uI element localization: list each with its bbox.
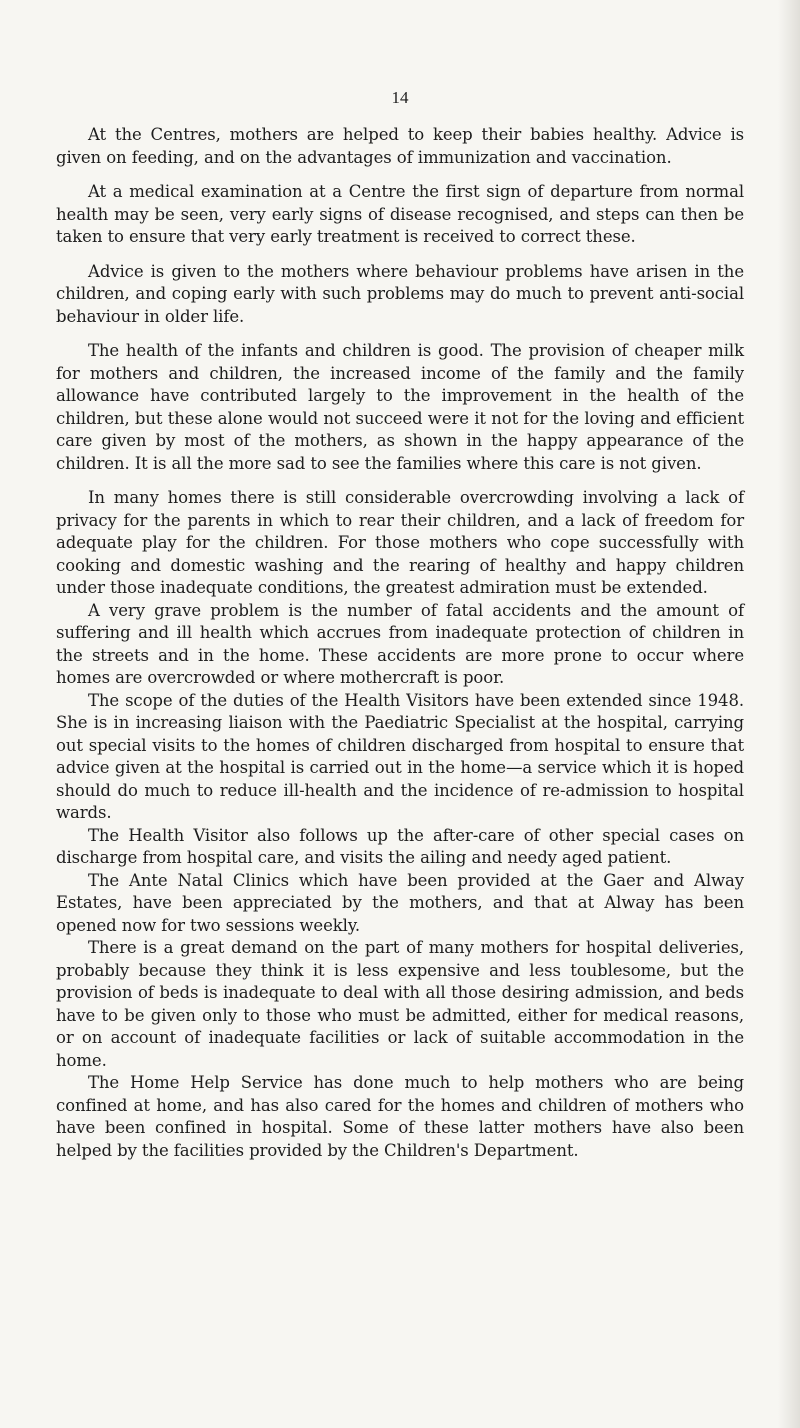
paragraph-home-help-service: The Home Help Service has done much to help mothers who are being confined at home, and has also cared for the homes and children of mothers who have been confined in hospital. Some of these latter mothers have also been helped by the facilities provided by the Children's Department. — [56, 1073, 744, 1160]
paragraph-accidents: A very grave problem is the number of fatal accidents and the amount of suffering and ill health which accrues from inadequate protection of children in the streets and in the home. These accidents are more prone to occur where homes are overcrowded or where mothercraft is poor. — [56, 600, 744, 687]
page-number: 14 — [391, 88, 409, 107]
body-text — [56, 124, 744, 1162]
page-edge-shadow — [778, 0, 800, 1428]
paragraph-health-visitors: The scope of the duties of the Health Visitors have been extended since 1948. She is in increasing liaison with the Paediatric Specialist at the hospital, carrying out special visits to the homes of children discharged from hospital to ensure that advice given at the hospital is carried out in the home—a service which it is hoped should do much to reduce ill-health and the incidence of re-admission to hospital wards. — [56, 690, 744, 822]
paragraph-hospital-deliveries: There is a great demand on the part of many mothers for hospital deliveries, probably because they think it is less expensive and less toublesome, but the provision of beds is inadequate to deal with all those desiring admission, and beds have to be given only to those who must be admitted, either for medical reasons, or on account of inadequate facilities or lack of suitable accommodation in the home. — [56, 938, 744, 1070]
paragraph-ante-natal-clinics: The Ante Natal Clinics which have been provided at the Gaer and Alway Estates, have been appreciated by the mothers, and that at Alway has been opened now for two sessions weekly. — [56, 870, 744, 935]
paragraph-after-care: The Health Visitor also follows up the after-care of other special cases on discharge from hospital care, and visits the ailing and needy aged patient. — [56, 825, 744, 867]
paragraph-centres: At the Centres, mothers are helped to keep their babies healthy. Advice is given on feeding, and on the advantages of immunization and vaccination. — [56, 125, 744, 167]
paragraph-health-of-infants: The health of the infants and children is good. The provision of cheaper milk for mothers and children, the increased income of the family and the family allowance have contributed largely to the improvement in the health of the children, but these alone would not succeed were it not for the loving and efficient care given by most of the mothers, as shown in the happy appearance of the children. It is all the more sad to see the families where this care is not given. — [56, 341, 744, 473]
paragraph-behaviour-problems: Advice is given to the mothers where behaviour problems have arisen in the children, and coping early with such problems may do much to prevent anti-social behaviour in older life. — [56, 261, 744, 326]
paragraph-medical-examination: At a medical examination at a Centre the first sign of departure from normal health may be seen, very early signs of disease recognised, and steps can then be taken to ensure that very early treatment is received to correct these. — [56, 182, 744, 246]
paragraph-overcrowding: In many homes there is still considerable overcrowding involving a lack of privacy for the parents in which to rear their children, and a lack of freedom for adequate play for the children. For those mothers who cope successfully with cooking and domestic washing and the rearing of healthy and happy children under those inadequate conditions, the greatest admiration must be extended. — [56, 488, 744, 597]
